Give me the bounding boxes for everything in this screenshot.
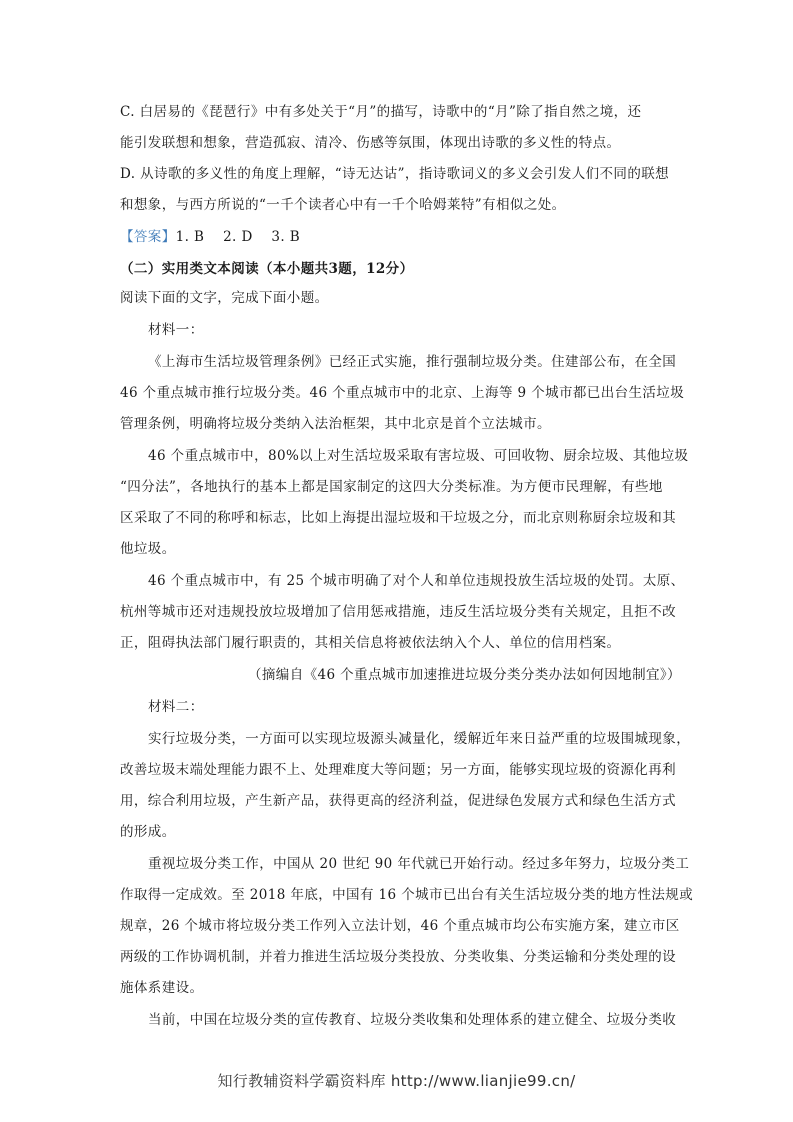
material-1-p3-line-1: 46 个重点城市中，有 25 个城市明确了对个人和单位违规投放生活垃圾的处罚。太原、 [148,573,685,589]
material-2-p3-line-1: 当前，中国在垃圾分类的宣传教育、垃圾分类收集和处理体系的建立健全、垃圾分类收 [148,1012,677,1028]
material-2-p2-line-5: 施体系建设。 [120,980,204,996]
material-2-p2-line-3: 规章，26 个城市将垃圾分类工作列入立法计划，46 个重点城市均公布实施方案，建立市区 [120,918,680,934]
material-1-p2-line-4: 他垃圾。 [120,541,176,557]
option-c-line-2: 能引发联想和想象，营造孤寂、清冷、伤感等氛围，体现出诗歌的多义性的特点。 [120,135,621,151]
section-heading: （二）实用类文本阅读（本小题共3题，12分） [120,261,414,277]
option-c-line-1: C. 白居易的《琵琶行》中有多处关于“月”的描写，诗歌中的“月”除了指自然之境，还 [120,104,642,120]
material-2-p1-line-1: 实行垃圾分类，一方面可以实现垃圾源头减量化，缓解近年来日益严重的垃圾围城现象， [148,731,691,747]
answer-line [120,228,300,246]
material-1-p2-line-3: 区采取了不同的称呼和标志，比如上海提出湿垃圾和干垃圾之分，而北京则称厨余垃圾和其 [120,510,676,526]
material-2-p2-line-2: 作取得一定成效。至 2018 年底，中国有 16 个城市已出台有关生活垃圾分类的地方性法规或 [120,887,694,903]
footer-watermark: 知行教辅资料学霸资料库 http://www.lianjie99.cn/ [217,1072,576,1090]
option-d-line-2: 和想象，与西方所说的“一千个读者心中有一千个哈姆莱特”有相似之处。 [120,197,566,213]
material-1-p1-line-3: 管理条例，明确将垃圾分类纳入法治框架，其中北京是首个立法城市。 [120,416,551,432]
material-2-p2-line-4: 两级的工作协调机制，并着力推进生活垃圾分类投放、分类收集、分类运输和分类处理的设 [120,949,676,965]
answer-tag: 【答案】 [120,229,176,245]
material-1-p3-line-3: 正，阻碍执法部门履行职责的，其相关信息将被依法纳入个人、单位的信用档案。 [120,635,621,651]
material-2-label: 材料二： [148,699,204,715]
option-d-line-1: D. 从诗歌的多义性的角度上理解，“诗无达诂”，指诗歌词义的多义会引发人们不同的联想 [120,166,670,182]
material-1-p1-line-2: 46 个重点城市推行垃圾分类。46 个重点城市中的北京、上海等 9 个城市都已出台生活垃圾 [120,385,685,401]
material-1-p3-line-2: 杭州等城市还对违规投放垃圾增加了信用惩戒措施，违反生活垃圾分类有关规定，且拒不改 [120,604,676,620]
answer-text: 1. B 2. D 3. B [175,229,301,245]
material-1-p2-line-2: “四分法”，各地执行的基本上都是国家制定的这四大分类标准。为方便市民理解，有些地 [120,479,663,495]
material-1-p2-line-1: 46 个重点城市中，80%以上对生活垃圾采取有害垃圾、可回收物、厨余垃圾、其他垃圾 [148,448,689,464]
material-2-p1-line-4: 的形成。 [120,824,176,840]
material-1-p1-line-1: 《上海市生活垃圾管理条例》已经正式实施，推行强制垃圾分类。住建部公布，在全国 [148,354,677,370]
material-2-p1-line-3: 用，综合利用垃圾，产生新产品，获得更高的经济利益，促进绿色发展方式和绿色生活方式 [120,793,676,809]
material-2-p1-line-2: 改善垃圾末端处理能力跟不上、处理难度大等问题；另一方面，能够实现垃圾的资源化再利 [120,762,676,778]
section-instruction: 阅读下面的文字，完成下面小题。 [120,290,329,306]
material-1-label: 材料一： [148,322,204,338]
material-2-p2-line-1: 重视垃圾分类工作，中国从 20 世纪 90 年代就已开始行动。经过多年努力，垃圾分类工 [148,856,690,872]
material-1-source: （摘编自《46 个重点城市加速推进垃圾分类分类办法如何因地制宜》） [248,667,681,683]
